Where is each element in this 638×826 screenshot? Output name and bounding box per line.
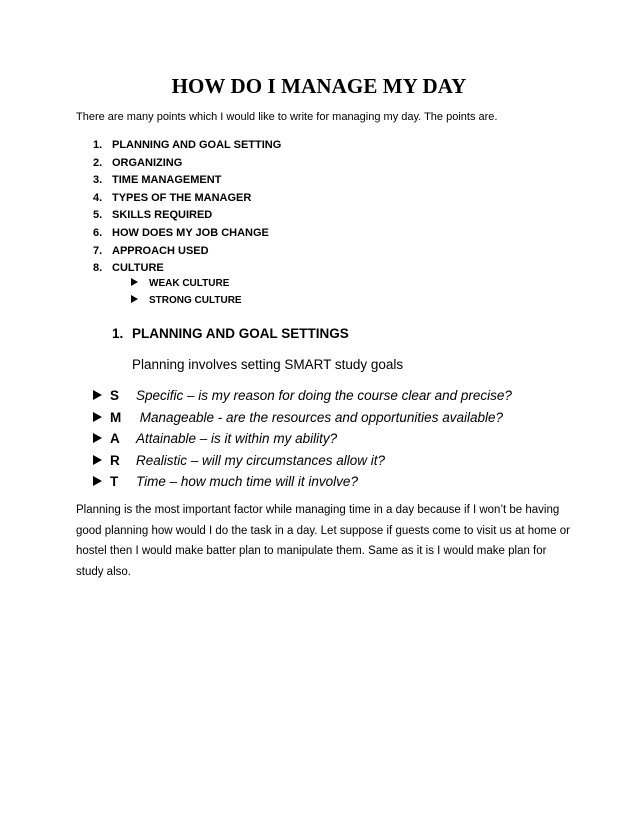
- list-item-label: SKILLS REQUIRED: [112, 209, 213, 222]
- arrow-bullet-icon: [93, 412, 102, 422]
- smart-item: R Realistic – will my circumstances allow it?: [93, 450, 512, 472]
- document-title: HOW DO I MANAGE MY DAY: [171, 74, 467, 98]
- body-paragraph: Planning is the most important factor while managing time in a day because if I won’t be having good planning how would I do the task in a day. Let suppose if guests come to visit us at home or hostel then I would make batter plan to manipulate them. Same as it is I would make plan for study also.: [76, 504, 570, 578]
- smart-item: M Manageable - are the resources and opportunities available?: [93, 407, 512, 429]
- arrow-bullet-icon: [131, 278, 138, 286]
- list-item: 6. HOW DOES MY JOB CHANGE: [93, 226, 269, 239]
- culture-sublist: [131, 276, 242, 309]
- list-item: 5. SKILLS REQUIRED: [93, 209, 213, 222]
- list-item: 7. APPROACH USED: [93, 244, 209, 257]
- list-item-label: TYPES OF THE MANAGER: [112, 191, 252, 204]
- points-list: [93, 137, 281, 278]
- section-subtitle: Planning involves setting SMART study goals: [132, 357, 404, 372]
- arrow-bullet-icon: [93, 390, 102, 400]
- section-heading: 1. PLANNING AND GOAL SETTINGS: [112, 326, 349, 341]
- list-item: 8. CULTURE: [93, 262, 164, 275]
- smart-item: S Specific – is my reason for doing the course clear and precise?: [93, 385, 512, 407]
- list-item-label: TIME MANAGEMENT: [112, 174, 222, 187]
- list-item: 2. ORGANIZING: [93, 156, 183, 169]
- list-item-label: ORGANIZING: [112, 156, 183, 169]
- smart-item: A Attainable – is it within my ability?: [93, 428, 512, 450]
- smart-goals-list: [93, 385, 512, 493]
- arrow-bullet-icon: [93, 433, 102, 443]
- list-item: 1. PLANNING AND GOAL SETTING: [93, 139, 282, 151]
- arrow-bullet-icon: [131, 295, 138, 303]
- list-item: 4. TYPES OF THE MANAGER: [93, 191, 252, 204]
- sublist-item: WEAK CULTURE: [131, 276, 242, 293]
- sublist-item: STRONG CULTURE: [131, 293, 242, 310]
- intro-text: There are many points which I would like to write for managing my day. The points are.: [76, 111, 498, 123]
- smart-item: T Time – how much time will it involve?: [93, 471, 512, 493]
- list-item-label: CULTURE: [112, 262, 164, 275]
- arrow-bullet-icon: [93, 476, 102, 486]
- arrow-bullet-icon: [93, 455, 102, 465]
- list-item: 3. TIME MANAGEMENT: [93, 174, 222, 187]
- list-item-label: HOW DOES MY JOB CHANGE: [112, 226, 269, 239]
- list-item-label: APPROACH USED: [112, 244, 209, 257]
- list-item-label: PLANNING AND GOAL SETTING: [112, 139, 282, 151]
